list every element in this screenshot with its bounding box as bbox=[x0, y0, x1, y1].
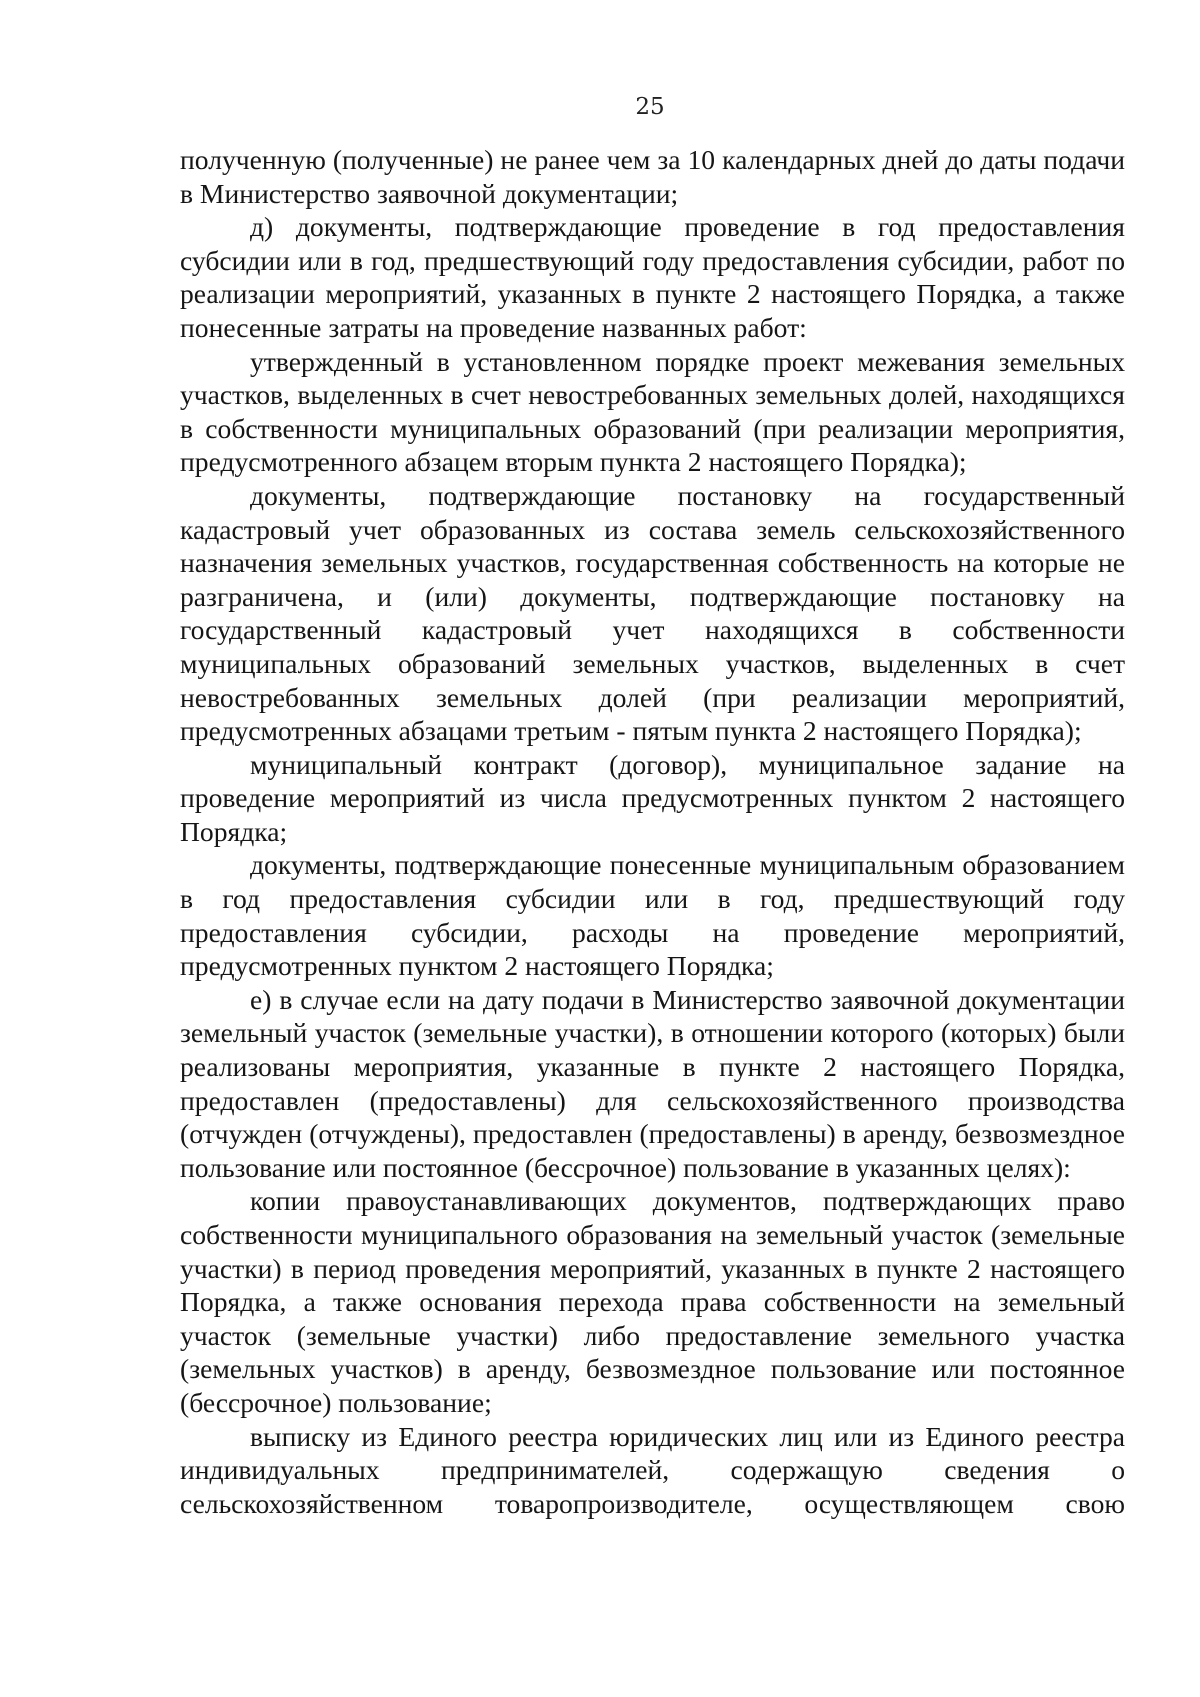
paragraph-municipal-contract: муниципальный контракт (договор), муниципальное задание на проведение мероприятий из числа предусмотренных пунктом 2 настоящего Порядка; bbox=[180, 748, 1125, 847]
paragraph-item-d: д) документы, подтверждающие проведение в год предоставления субсидии или в год, предшествующий году предоставления субсидии, работ по реализации мероприятий, указанных в пункте 2 настоящего Порядка, а также понесенные затраты на проведение названных работ: bbox=[180, 211, 1125, 343]
document-body bbox=[180, 143, 1125, 1520]
paragraph-title-copies: копии правоустанавливающих документов, подтверждающих право собственности муниципального образования на земельный участок (земельные участки) в период проведения мероприятий, указанных в пункте 2 настоящего Порядка, а также основания перехода права собственности на земельный участок (земельные участки) либо предоставление земельного участка (земельных участков) в аренду, безвозмездное пользование или постоянное (бессрочное) пользование; bbox=[180, 1185, 1125, 1418]
page-number: 25 bbox=[635, 94, 665, 120]
paragraph-registry-extract: выписку из Единого реестра юридических лиц или из Единого реестра индивидуальных предпринимателей, содержащую сведения о сельскохозяйственном товаропроизводителе, осуществляющем свою bbox=[180, 1420, 1125, 1519]
paragraph-continuation: полученную (полученные) не ранее чем за 10 календарных дней до даты подачи в Министерство заявочной документации; bbox=[180, 144, 1125, 209]
paragraph-item-e: е) в случае если на дату подачи в Министерство заявочной документации земельный участок (земельные участки), в отношении которого (которых) были реализованы мероприятия, указанные в пункте 2 настоящего Порядка, предоставлен (предоставлены) для сельскохозяйственного производства (отчужден (отчуждены), предоставлен (предоставлены) в аренду, безвозмездное пользование или постоянное (бессрочное) пользование в указанных целях): bbox=[180, 983, 1125, 1183]
paragraph-cadastral-docs: документы, подтверждающие постановку на государственный кадастровый учет образованных из состава земель сельскохозяйственного назначения земельных участков, государственная собственность на которые не разграничена, и (или) документы, подтверждающие постановку на государственный кадастровый учет находящихся в собственности муниципальных образований земельных участков, выделенных в счет невостребованных земельных долей (при реализации мероприятий, предусмотренных абзацами третьим - пятым пункта 2 настоящего Порядка); bbox=[180, 479, 1125, 747]
paragraph-expense-docs: документы, подтверждающие понесенные муниципальным образованием в год предоставления субсидии или в год, предшествующий году предоставления субсидии, расходы на проведение мероприятий, предусмотренных пунктом 2 настоящего Порядка; bbox=[180, 849, 1125, 982]
paragraph-survey-project: утвержденный в установленном порядке проект межевания земельных участков, выделенных в счет невостребованных земельных долей, находящихся в собственности муниципальных образований (при реализации мероприятия, предусмотренного абзацем вторым пункта 2 настоящего Порядка); bbox=[180, 345, 1125, 478]
